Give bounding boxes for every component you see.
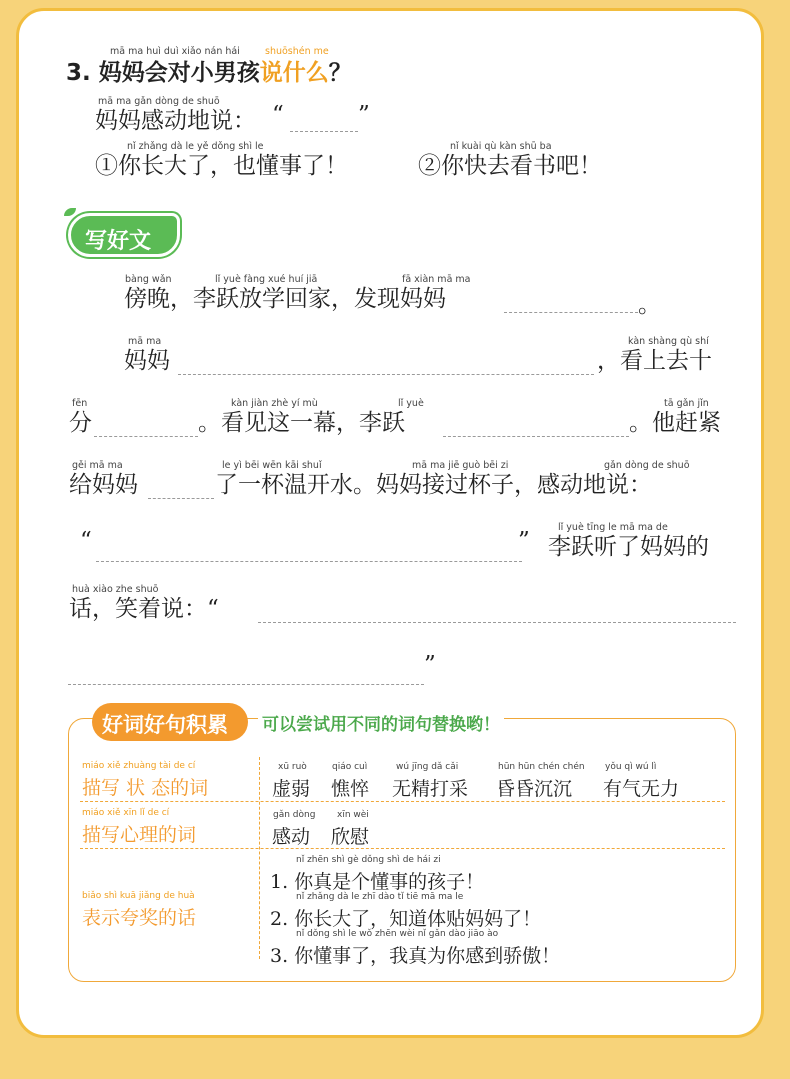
- row1-label-pinyin: miáo xiě zhuàng tài de cí: [82, 761, 196, 771]
- line4-pinyin-b3: gǎn dòng de shuō: [604, 460, 690, 471]
- vocab-divider-2: [80, 848, 725, 849]
- row1-word2-pinyin: qiáo cuì: [332, 762, 368, 772]
- row1-word2: 憔悴: [331, 778, 370, 800]
- line4-pinyin-a: gěi mā ma: [72, 460, 123, 471]
- line4-blank[interactable]: [148, 498, 214, 499]
- option2-pinyin: nǐ kuài qù kàn shū ba: [450, 141, 552, 152]
- row1-word5-pinyin: yǒu qì wú lì: [605, 762, 657, 772]
- line3-blank-b[interactable]: [443, 436, 629, 437]
- line3-pinyin-b: kàn jiàn zhè yí mù: [231, 398, 318, 409]
- row3-sentence2: 2. 你长大了，知道体贴妈妈了！: [270, 908, 542, 930]
- row1-word4: 昏昏沉沉: [496, 778, 573, 800]
- prompt-text: 妈妈感动地说：: [95, 108, 256, 134]
- row2-label-pinyin: miáo xiě xīn lǐ de cí: [82, 808, 170, 818]
- line4-text-a: 给妈妈: [69, 472, 138, 498]
- option-2[interactable]: ②你快去看书吧！: [418, 153, 602, 179]
- question-highlight: 说什么: [259, 60, 329, 86]
- vocab-divider-1: [80, 801, 725, 802]
- line1-text: 傍晚，李跃放学回家，发现妈妈: [124, 286, 446, 312]
- line2-pinyin-b: kàn shàng qù shí: [628, 336, 709, 347]
- vocab-subtitle: 可以尝试用不同的词句替换哟！: [258, 710, 504, 735]
- question-number: 3.: [66, 60, 91, 86]
- vocab-divider-vertical: [259, 757, 260, 959]
- line1-end: 。: [638, 292, 661, 318]
- line4-pinyin-b: le yì bēi wēn kāi shuǐ: [222, 460, 322, 471]
- line7-blank[interactable]: [68, 684, 424, 685]
- option-1[interactable]: ①你长大了，也懂事了！: [95, 153, 348, 179]
- question-title: [66, 62, 352, 85]
- line5-text: 李跃听了妈妈的: [548, 534, 709, 560]
- row3-sentence2-pinyin: nǐ zhǎng dà le zhī dào tǐ tiē mā ma le: [296, 892, 464, 902]
- question-text: 妈妈会对小男孩: [98, 60, 260, 86]
- prompt-pinyin: mā ma gǎn dòng de shuō: [98, 96, 220, 107]
- write-section-tag: [68, 213, 180, 257]
- line3-pinyin-a: fēn: [72, 398, 88, 409]
- line5-pinyin: lǐ yuè tīng le mā ma de: [558, 522, 668, 533]
- row1-word5: 有气无力: [603, 778, 680, 800]
- row3-label-pinyin: biǎo shì kuā jiǎng de huà: [82, 891, 195, 901]
- line1-blank[interactable]: [504, 312, 638, 313]
- line3-pinyin-b2: lǐ yuè: [398, 398, 424, 409]
- question-pinyin-highlight: shuōshén me: [265, 46, 329, 57]
- close-quote: ”: [358, 102, 370, 128]
- line4-text-b: 了一杯温开水。妈妈接过杯子，感动地说：: [215, 472, 652, 498]
- line2-text-b: ，看上去十: [597, 348, 712, 374]
- row1-word1: 虚弱: [272, 778, 311, 800]
- row3-sentence3-pinyin: nǐ dǒng shì le wǒ zhēn wèi nǐ gǎn dào jiāo ào: [296, 929, 499, 939]
- line6-blank[interactable]: [258, 622, 736, 623]
- answer-blank[interactable]: [290, 131, 358, 132]
- row2-word2-pinyin: xīn wèi: [337, 810, 369, 820]
- line4-pinyin-b2: mā ma jiē guò bēi zi: [412, 460, 509, 471]
- question-pinyin: mā ma huì duì xiǎo nán hái: [110, 46, 240, 57]
- row2-label: 描写心理的词: [82, 824, 197, 846]
- row1-word4-pinyin: hūn hūn chén chén: [498, 762, 585, 772]
- line1-pinyin-b: lǐ yuè fàng xué huí jiā: [215, 274, 318, 285]
- line2-text-a: 妈妈: [124, 348, 170, 374]
- line2-pinyin-a: mā ma: [128, 336, 162, 347]
- line6-text: 话，笑着说：“: [69, 596, 219, 622]
- line3-pinyin-c: tā gǎn jǐn: [664, 398, 709, 409]
- line1-pinyin-a: bàng wǎn: [125, 274, 172, 285]
- row2-word1-pinyin: gǎn dòng: [273, 810, 316, 820]
- row2-word2: 欣慰: [331, 826, 370, 848]
- row1-label: 描写 状 态的词: [82, 777, 209, 799]
- line3-text-a: 分: [69, 410, 92, 436]
- line5-close-quote: ”: [518, 528, 530, 554]
- line7-close-quote: ”: [424, 652, 436, 678]
- vocab-tag: [92, 703, 248, 741]
- row3-sentence3: 3. 你懂事了，我真为你感到骄傲！: [270, 945, 561, 967]
- row3-sentence1-pinyin: nǐ zhēn shì gè dǒng shì de hái zi: [296, 855, 441, 865]
- vocab-title: 好词好句积累: [102, 713, 228, 737]
- option1-pinyin: nǐ zhǎng dà le yě dǒng shì le: [127, 141, 264, 152]
- write-section-title: 写好文: [85, 229, 152, 254]
- row2-word1: 感动: [272, 826, 311, 848]
- line3-text-b: 。看见这一幕，李跃: [198, 410, 405, 436]
- row1-word1-pinyin: xū ruò: [278, 762, 307, 772]
- open-quote: “: [272, 102, 284, 128]
- row1-word3: 无精打采: [392, 778, 469, 800]
- row3-sentence1: 1. 你真是个懂事的孩子！: [270, 871, 485, 893]
- line1-pinyin-c: fā xiàn mā ma: [402, 274, 471, 285]
- question-mark: ？: [328, 60, 352, 86]
- row3-label: 表示夸奖的话: [82, 907, 197, 929]
- line6-pinyin: huà xiào zhe shuō: [72, 584, 159, 595]
- row1-word3-pinyin: wú jīng dǎ cǎi: [396, 762, 459, 772]
- line5-open-quote: “: [80, 528, 92, 554]
- line2-blank[interactable]: [178, 374, 594, 375]
- line3-blank-a[interactable]: [94, 436, 198, 437]
- line3-text-c: 。他赶紧: [629, 410, 721, 436]
- line5-blank[interactable]: [96, 561, 522, 562]
